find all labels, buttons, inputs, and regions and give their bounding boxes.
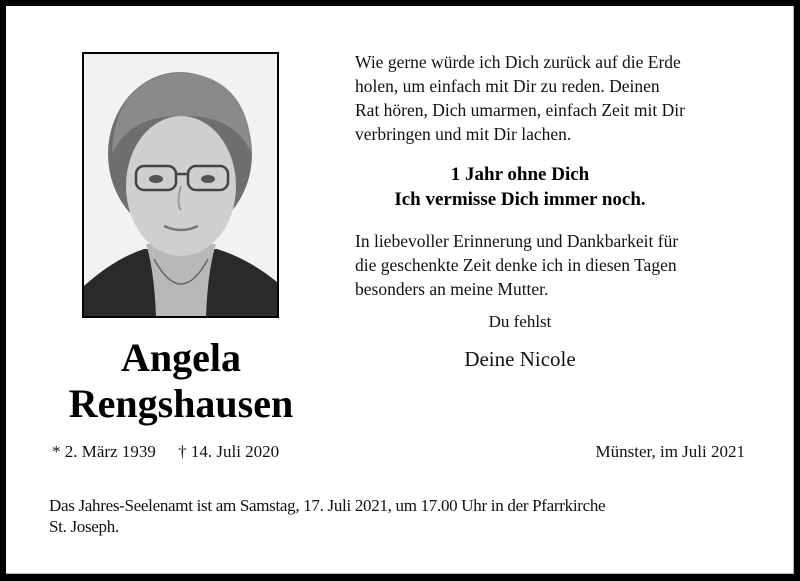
remembrance-line: besonders an meine Mutter. (355, 279, 549, 299)
deceased-last-name: Rengshausen (68, 381, 294, 426)
memorial-verse (355, 50, 775, 146)
verse-line: verbringen und mit Dir lachen. (355, 124, 572, 144)
verse-line: Rat hören, Dich umarmen, einfach Zeit mit Dir (355, 100, 685, 120)
birth-date: * 2. März 1939 (52, 442, 156, 461)
place-and-date: Münster, im Juli 2021 (595, 442, 745, 461)
remembrance-line: die geschenkte Zeit denke ich in diesen Tagen (355, 255, 677, 275)
anniversary-heading (355, 162, 685, 212)
remembrance-text (355, 229, 775, 301)
missing-line: Du fehlst (488, 312, 552, 331)
remembrance-line: In liebevoller Erinnerung und Dankbarkeit für (355, 231, 679, 251)
life-dates (52, 442, 279, 462)
verse-line: Wie gerne würde ich Dich zurück auf die Erde (355, 52, 681, 72)
heading-line: Ich vermisse Dich immer noch. (394, 189, 646, 210)
signature: Deine Nicole (464, 347, 576, 371)
heading-line: 1 Jahr ohne Dich (450, 164, 590, 185)
service-announcement (49, 495, 779, 537)
death-date: † 14. Juli 2020 (178, 442, 280, 461)
portrait-photo (82, 52, 279, 318)
service-line: St. Joseph. (49, 517, 119, 536)
deceased-first-name: Angela (121, 335, 241, 380)
memorial-notice-card (6, 6, 794, 574)
portrait-image-icon (84, 54, 277, 316)
service-line: Das Jahres-Seelenamt ist am Samstag, 17. Juli 2021, um 17.00 Uhr in der Pfarrkirche (49, 496, 606, 515)
verse-line: holen, um einfach mit Dir zu reden. Deinen (355, 76, 660, 96)
